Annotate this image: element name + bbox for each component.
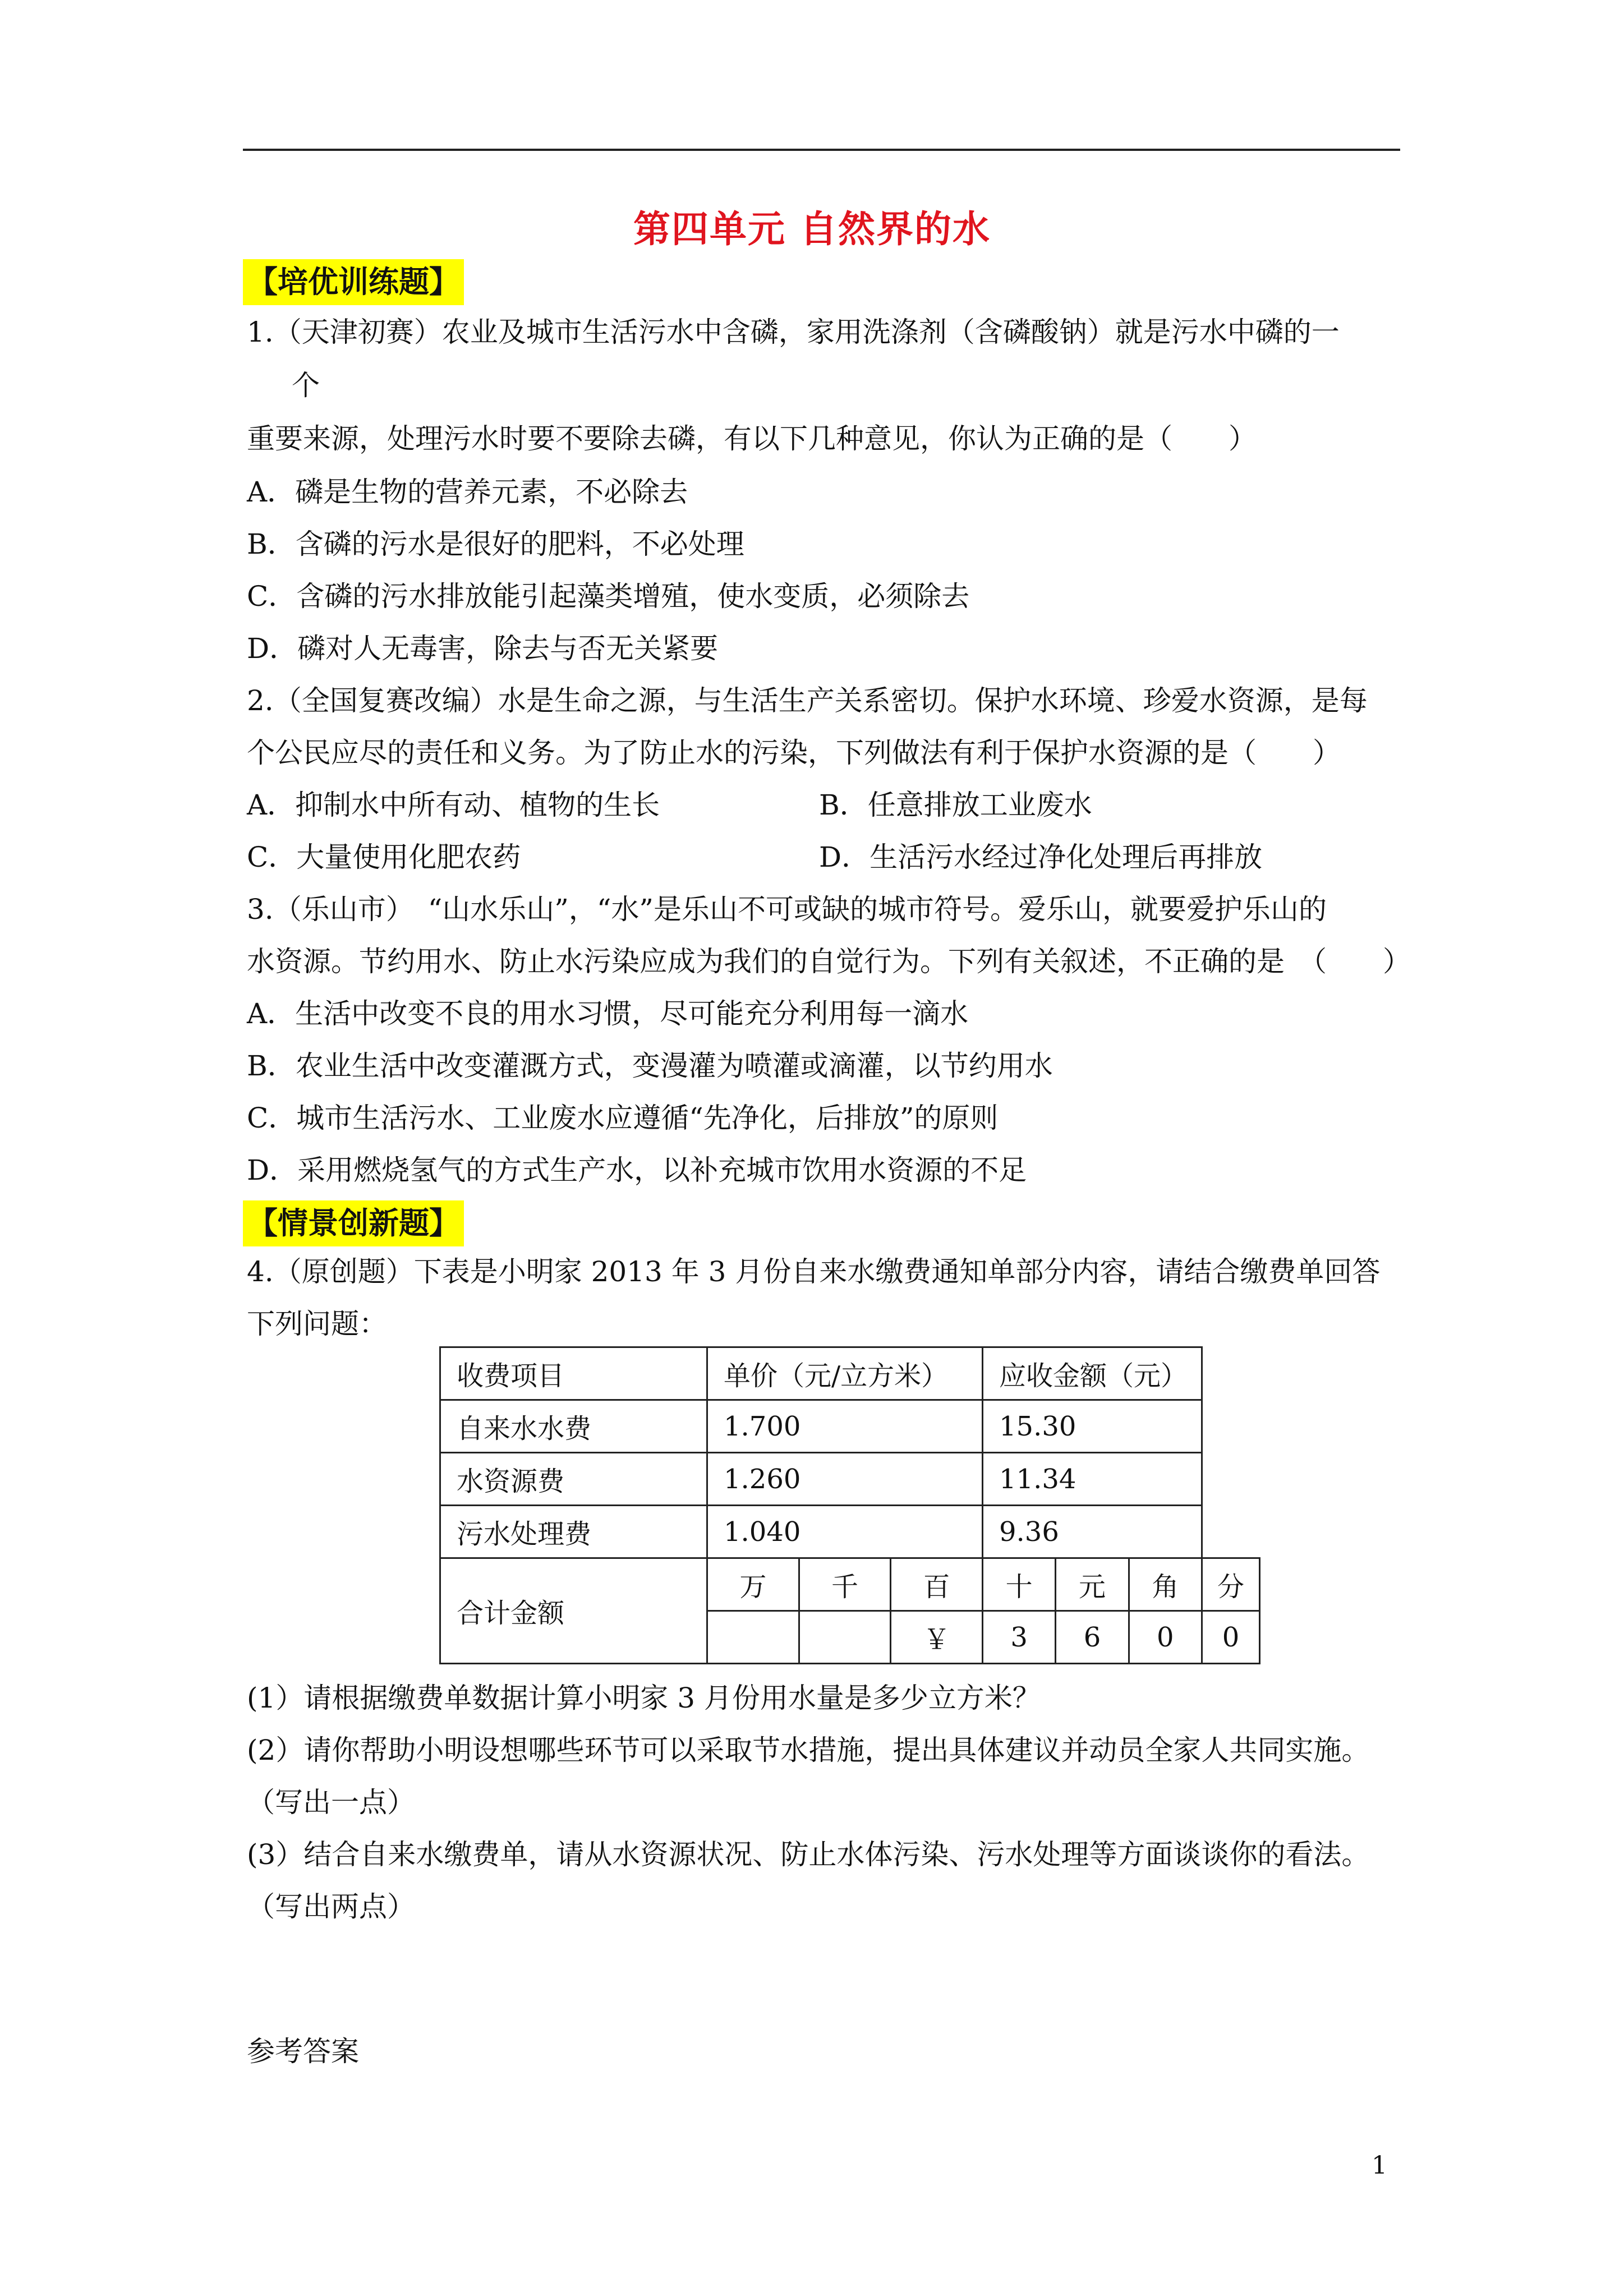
answer-heading: 参考答案 [247,2035,359,2068]
digit-header: 十 [983,1558,1056,1611]
q1-option-d: D．磷对人无毒害，除去与否无关紧要 [247,632,719,665]
table-cell: 污水处理费 [440,1506,707,1558]
q2-options-row2 [247,839,1369,875]
table-cell: 自来水水费 [440,1400,707,1453]
digit-value: ￥ [891,1611,983,1664]
digit-value: 6 [1056,1611,1129,1664]
table-cell: 水资源费 [440,1453,707,1506]
digit-value [707,1611,799,1664]
header-rule [243,149,1400,151]
q4-sub1: (1）请根据缴费单数据计算小明家 3 月份用水量是多少立方米？ [247,1682,1041,1714]
q2-line2: 个公民应尽的责任和义务。为了防止水的污染，下列做法有利于保护水资源的是（ ） [247,737,1341,769]
table-row [440,1506,1260,1558]
table-row [440,1453,1260,1506]
digit-header: 角 [1129,1558,1202,1611]
digit-header: 千 [799,1558,891,1611]
table-header-cell: 收费项目 [440,1347,707,1400]
q1-option-a: A．磷是生物的营养元素，不必除去 [247,476,688,508]
section-tag-scenario: 【情景创新题】 [243,1200,464,1246]
table-cell: 11.34 [983,1453,1202,1506]
q1-line2: 个 [292,369,320,402]
digit-value: 0 [1202,1611,1260,1664]
digit-value [799,1611,891,1664]
digit-value: 0 [1129,1611,1202,1664]
table-cell: 1.260 [707,1453,983,1506]
q2-option-b: B．任意排放工业废水 [819,789,1092,821]
q1-option-b: B．含磷的污水是很好的肥料，不必处理 [247,528,744,560]
water-fee-table [439,1346,1260,1664]
q2-option-d: D．生活污水经过净化处理后再排放 [819,841,1263,873]
table-header-row [440,1347,1260,1400]
digit-header: 百 [891,1558,983,1611]
q3-line2: 水资源。节约用水、防止水污染应成为我们的自觉行为。下列有关叙述，不正确的是 （ ） [247,945,1411,978]
q1-line1: 1.（天津初赛）农业及城市生活污水中含磷，家用洗涤剂（含磷酸钠）就是污水中磷的一 [247,316,1340,348]
table-header-cell: 单价（元/立方米） [707,1347,983,1400]
digit-header: 万 [707,1558,799,1611]
q3-line1: 3.（乐山市） “山水乐山”，“水”是乐山不可或缺的城市符号。爱乐山，就要爱护乐山的 [247,893,1327,926]
q3-option-b: B．农业生活中改变灌溉方式，变漫灌为喷灌或滴灌，以节约用水 [247,1050,1053,1082]
q4-sub3-line1: (3）结合自来水缴费单，请从水资源状况、防止水体污染、污水处理等方面谈谈你的看法。 [247,1838,1370,1871]
table-total-digit-header-row [440,1558,1260,1611]
table-cell: 1.040 [707,1506,983,1558]
q3-option-a: A．生活中改变不良的用水习惯，尽可能充分利用每一滴水 [247,997,969,1030]
q2-option-c: C．大量使用化肥农药 [247,841,521,873]
digit-header: 分 [1202,1558,1260,1611]
q3-option-c: C．城市生活污水、工业废水应遵循“先净化，后排放”的原则 [247,1102,999,1134]
q4-sub2-line1: (2）请你帮助小明设想哪些环节可以采取节水措施，提出具体建议并动员全家人共同实施。 [247,1734,1370,1766]
q4-line2: 下列问题： [247,1308,387,1340]
q4-line1: 4.（原创题）下表是小明家 2013 年 3 月份自来水缴费通知单部分内容，请结合缴费单回答 [247,1255,1381,1288]
q1-line3: 重要来源，处理污水时要不要除去磷，有以下几种意见，你认为正确的是（ ） [247,422,1257,455]
total-amount-label: 合计金额 [440,1558,707,1664]
q2-line1: 2.（全国复赛改编）水是生命之源，与生活生产关系密切。保护水环境、珍爱水资源，是每 [247,684,1368,717]
section-tag-training: 【培优训练题】 [243,259,464,305]
q4-sub2-line2: （写出一点） [247,1786,415,1819]
digit-header: 元 [1056,1558,1129,1611]
page-title: 第四单元 自然界的水 [633,208,991,251]
table-header-cell: 应收金额（元） [983,1347,1202,1400]
table-cell: 15.30 [983,1400,1202,1453]
q2-option-a: A．抑制水中所有动、植物的生长 [247,789,660,821]
digit-value: 3 [983,1611,1056,1664]
table-cell: 9.36 [983,1506,1202,1558]
q3-option-d: D．采用燃烧氢气的方式生产水，以补充城市饮用水资源的不足 [247,1154,1027,1186]
q1-option-c: C．含磷的污水排放能引起藻类增殖，使水变质，必须除去 [247,580,970,613]
q4-sub3-line2: （写出两点） [247,1890,415,1923]
table-row [440,1400,1260,1453]
table-cell: 1.700 [707,1400,983,1453]
page-number: 1 [1372,2151,1387,2180]
q2-options-row1 [247,787,1369,823]
